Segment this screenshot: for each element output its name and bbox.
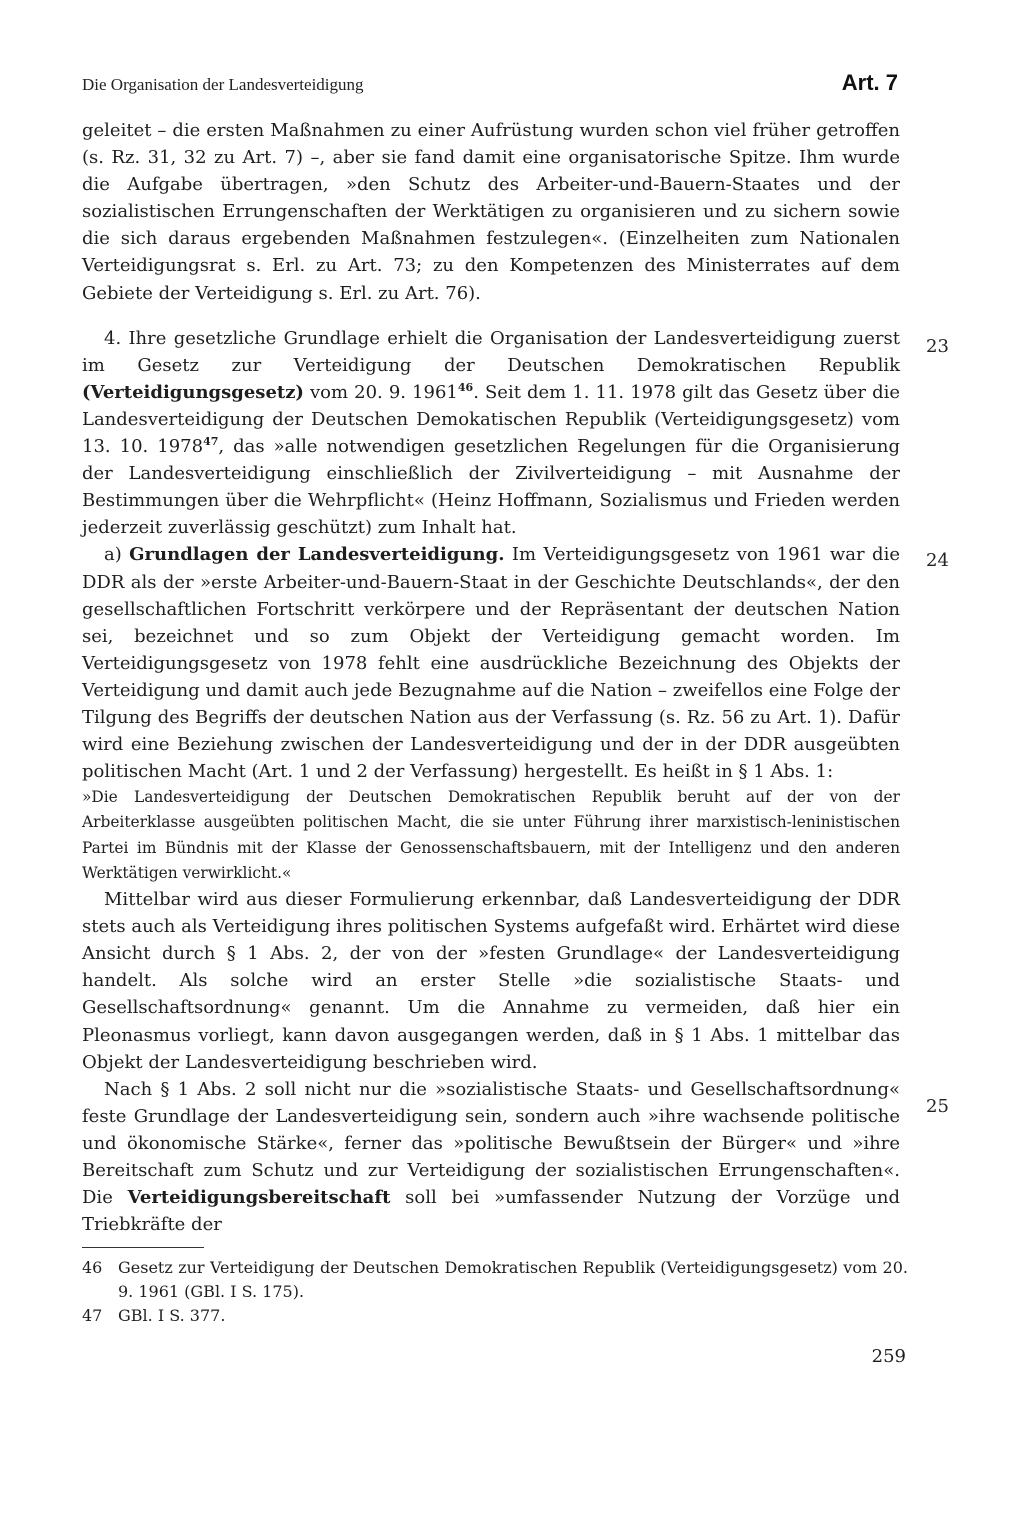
footnote-47 <box>82 1304 908 1328</box>
section-heading-grundlagen: Grundlagen der Landesverteidigung. <box>129 544 505 566</box>
bold-term-verteidigungsgesetz: (Verteidigungsgesetz) <box>82 381 304 403</box>
margin-number-23: 23 <box>926 336 949 357</box>
bold-term-verteidigungsbereitschaft: Verteidigungsbereitschaft <box>127 1187 391 1209</box>
paragraph-5: Nach § 1 Abs. 2 soll nicht nur die »sozialistische Staats- und Gesellschaftsordnung« feste Grundlage der Landesverteidigung sein, sondern auch »ihre wachsende politische und ökonomische Stärke«, ferner das »politische Bewußtsein der Bürger« und »ihre Bereitschaft zum Schutz und zur Verteidigung der sozialistischen Errungenschaften«. Die Verteidigungsbereitschaft soll bei »umfassender Nutzung der Vorzüge und Triebkräfte der <box>82 1078 900 1236</box>
footnote-text: GBl. I S. 377. <box>118 1306 226 1325</box>
margin-number-25: 25 <box>926 1096 949 1117</box>
footnote-number: 47 <box>82 1306 103 1325</box>
article-label: Art. 7 <box>841 70 898 95</box>
footnote-divider <box>82 1247 204 1248</box>
footnotes <box>82 1256 908 1328</box>
main-text <box>82 117 900 1238</box>
paragraph-2: 4. Ihre gesetzliche Grundlage erhielt die Organisation der Landesverteidigung zuerst im Gesetz zur Verteidigung der Deutschen Demokratischen Republik (Verteidigungsgesetz) vom 20. 9. 1961$^{46}$. Seit dem 1. 11. 1978 gilt das Gesetz über die Landesverteidigung der Deutschen Demokatischen Republik (Verteidigungsgesetz) vom 13. 10. 1978$^{47}$, das »alle notwendigen gesetzlichen Regelungen für die Organisierung der Landesverteidigung einschließlich der Zivilverteidigung – mit Ausnahme der Bestimmungen über die Wehrpflicht« (Heinz Hoffmann, Sozialismus und Frieden werden jederzeit zuverlässig geschützt) zum Inhalt hat. <box>82 327 901 539</box>
footnote-ref-47[interactable]: 47 <box>203 435 219 449</box>
paragraph-1: geleitet – die ersten Maßnahmen zu einer Aufrüstung wurden schon viel früher getroffen (s. Rz. 31, 32 zu Art. 7) –, aber sie fand damit eine organisatorische Spitze. Ihm wurde die Aufgabe übertragen, »den Schutz des Arbeiter-und-Bauern-Staates und der sozialistischen Errungenschaften der Werktätigen zu organisieren und zu sichern sowie die sich daraus ergebenden Maßnahmen festzulegen«. (Einzelheiten zum Nationalen Verteidigungsrat s. Erl. zu Art. 73; zu den Kompetenzen des Ministerrates auf dem Gebiete der Verteidigung s. Erl. zu Art. 76). <box>82 120 900 304</box>
page-number: 259 <box>871 1346 906 1367</box>
paragraph-3: a) Grundlagen der Landesverteidigung. Im Verteidigungsgesetz von 1961 war die DDR als der »erste Arbeiter-und-Bauern-Staat in der Geschichte Deutschlands«, der den gesellschaftlichen Fortschritt verkörpere und der Repräsentant der deutschen Nation sei, bezeichnet und so zum Objekt der Verteidigung gemacht worden. Im Verteidigungsgesetz von 1978 fehlt eine ausdrückliche Bezeichnung des Objekts der Verteidigung und damit auch jede Bezugnahme auf die Nation – zweifellos eine Folge der Tilgung des Begriffs der deutschen Nation aus der Verfassung (s. Rz. 56 zu Art. 1). Dafür wird eine Beziehung zwischen der Landesverteidigung und der in der DDR ausgeübten politischen Macht (Art. 1 und 2 der Verfassung) hergestellt. Es heißt in § 1 Abs. 1: <box>82 544 900 783</box>
block-quote: »Die Landesverteidigung der Deutschen Demokratischen Republik beruht auf der von der Arbeiterklasse ausgeübten politischen Macht, die sie unter Führung ihrer marxistisch-leninistischen Partei im Bündnis mit der Klasse der Genossenschaftsbauern, mit der Intelligenz und den anderen Werktätigen verwirklicht.« <box>82 788 900 882</box>
footnote-text: Gesetz zur Verteidigung der Deutschen Demokratischen Republik (Verteidigungsgesetz) vom 20. 9. 1961 (GBl. I S. 175). <box>118 1258 908 1301</box>
footnote-ref-46[interactable]: 46 <box>457 380 474 394</box>
footnote-46 <box>82 1256 908 1304</box>
margin-number-24: 24 <box>926 550 949 571</box>
running-title: Die Organisation der Landesverteidigung <box>82 75 364 94</box>
footnote-number: 46 <box>82 1258 103 1277</box>
paragraph-4: Mittelbar wird aus dieser Formulierung erkennbar, daß Landesverteidigung der DDR stets auch als Verteidigung ihres politischen Systems aufgefaßt wird. Erhärtet wird diese Ansicht durch § 1 Abs. 2, der von der »festen Grundlage« der Landesverteidigung handelt. Als solche wird an erster Stelle »die sozialistische Staats- und Gesellschaftsordnung« genannt. Um die Annahme zu vermeiden, daß hier ein Pleonasmus vorliegt, kann davon ausgegangen werden, daß in § 1 Abs. 1 mittelbar das Objekt der Landesverteidigung beschrieben wird. <box>82 889 900 1073</box>
